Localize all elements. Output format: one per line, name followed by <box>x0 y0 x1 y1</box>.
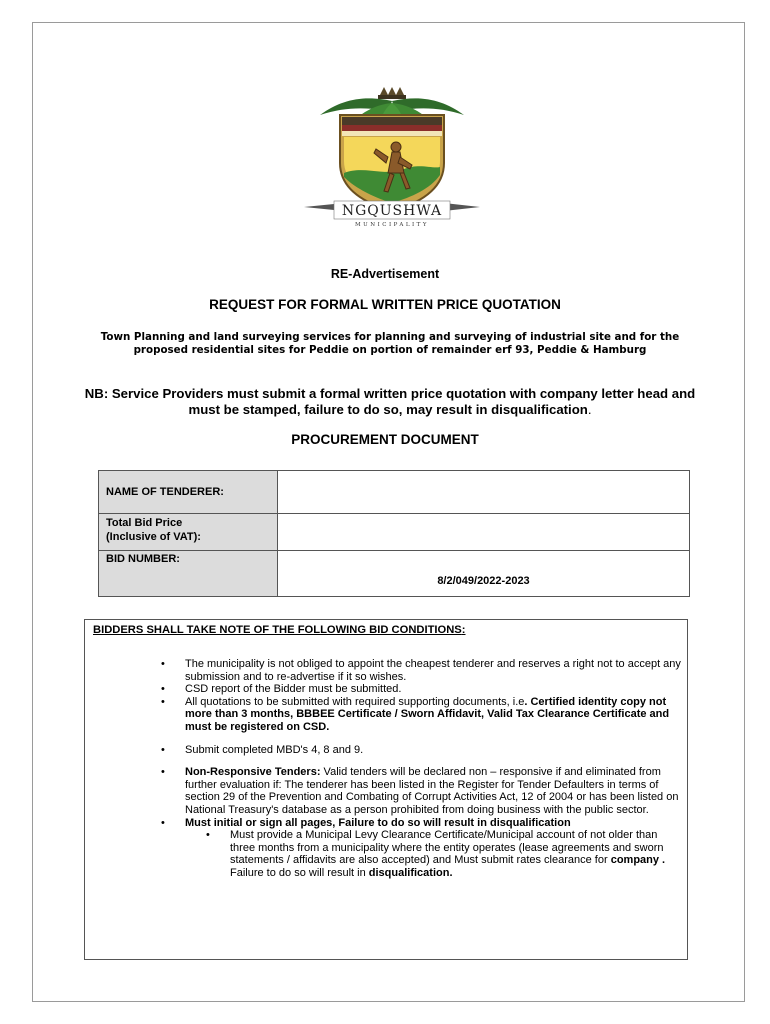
list-item-text: Valid tenders will be declared non – responsive if and eliminated from further evaluation if: The tenderer has been listed in the Register for Tender Defaulters in terms of section 29 of the Prevention and Combating of Corrupt Activities Act, 12 of 2004 or has been listed on National Treasury's database as a person prohibited from doing business with the public sector. <box>185 766 679 816</box>
request-title: REQUEST FOR FORMAL WRITTEN PRICE QUOTATION <box>209 297 561 312</box>
list-item-bold: company . <box>610 854 666 867</box>
bid-conditions-heading-text: BIDDERS SHALL TAKE NOTE OF THE FOLLOWING BID CONDITIONS <box>93 624 462 636</box>
list-item: • The municipality is not obliged to appoint the cheapest tenderer and reserves a right not to accept any submission and to re-advertise if it so wishes. <box>185 658 681 683</box>
list-item-bold: Must initial or sign all pages, Failure to do so will result in disqualification <box>185 816 571 829</box>
list-item-text: Must provide a Municipal Levy Clearance Certificate/Municipal account of not older than three months from a municipality where the entity operates (lease agreements and sworn statements / affidavits are also accepted) and Must submit rates clearance for <box>230 829 664 867</box>
bid-conditions-heading-colon: : <box>461 624 466 636</box>
list-item <box>185 696 681 734</box>
bid-conditions-box <box>84 619 688 960</box>
tenderer-name-field[interactable] <box>278 471 690 514</box>
nb-notice-text: NB: Service Providers must submit a formal written price quotation with company letter head and must be stamped, failure to do so, may result in disqualification <box>84 386 696 417</box>
sub-conditions-list <box>185 829 681 879</box>
logo-title: NGQUSHWA <box>341 203 443 219</box>
list-item: • CSD report of the Bidder must be submitted. <box>185 683 681 696</box>
list-item-bold: disqualification. <box>368 866 453 879</box>
scope-description: Town Planning and land surveying services for planning and surveying of industrial site and for the proposed residential sites for Peddie on portion of remainder erf 93, Peddie & Hamburg <box>100 331 680 356</box>
list-item-text: All quotations to be submitted with required supporting documents, i.e <box>185 695 525 708</box>
re-advertisement-label: RE-Advertisement <box>330 267 440 281</box>
list-item-bold: . Certified identity copy not more than 3 months, BBBEE Certificate / Sworn Affidavit, Valid Tax Clearance Certificate and must be registered on CSD. <box>185 695 670 733</box>
bid-info-table <box>98 470 690 597</box>
bid-number-label: BID NUMBER: <box>99 551 278 597</box>
ngqushwa-coat-of-arms-icon <box>284 85 500 235</box>
bid-conditions-list <box>185 658 681 880</box>
total-bid-price-field[interactable] <box>278 514 690 551</box>
list-item-text: Failure to do so will result in <box>230 866 369 879</box>
list-item: • Submit completed MBD's 4, 8 and 9. <box>185 744 681 757</box>
crown-icon <box>378 87 406 99</box>
tenderer-name-label: NAME OF TENDERER: <box>99 471 278 514</box>
list-item <box>230 829 681 879</box>
list-item <box>185 817 681 880</box>
table-row <box>99 514 690 551</box>
bid-number-value: 8/2/049/2022-2023 <box>278 551 690 597</box>
table-row <box>99 551 690 597</box>
nb-notice-period: . <box>587 402 592 417</box>
total-bid-price-label <box>99 514 278 551</box>
list-item-bold: Non-Responsive Tenders: <box>185 766 321 779</box>
bid-conditions-heading <box>93 624 466 636</box>
total-bid-price-label-line1: Total Bid Price <box>106 517 183 529</box>
procurement-document-title: PROCUREMENT DOCUMENT <box>291 432 479 447</box>
list-item <box>185 766 681 816</box>
nb-notice <box>70 386 710 418</box>
logo-subtitle: MUNICIPALITY <box>355 222 429 228</box>
table-row <box>99 471 690 514</box>
total-bid-price-label-line2: (Inclusive of VAT): <box>106 531 201 543</box>
